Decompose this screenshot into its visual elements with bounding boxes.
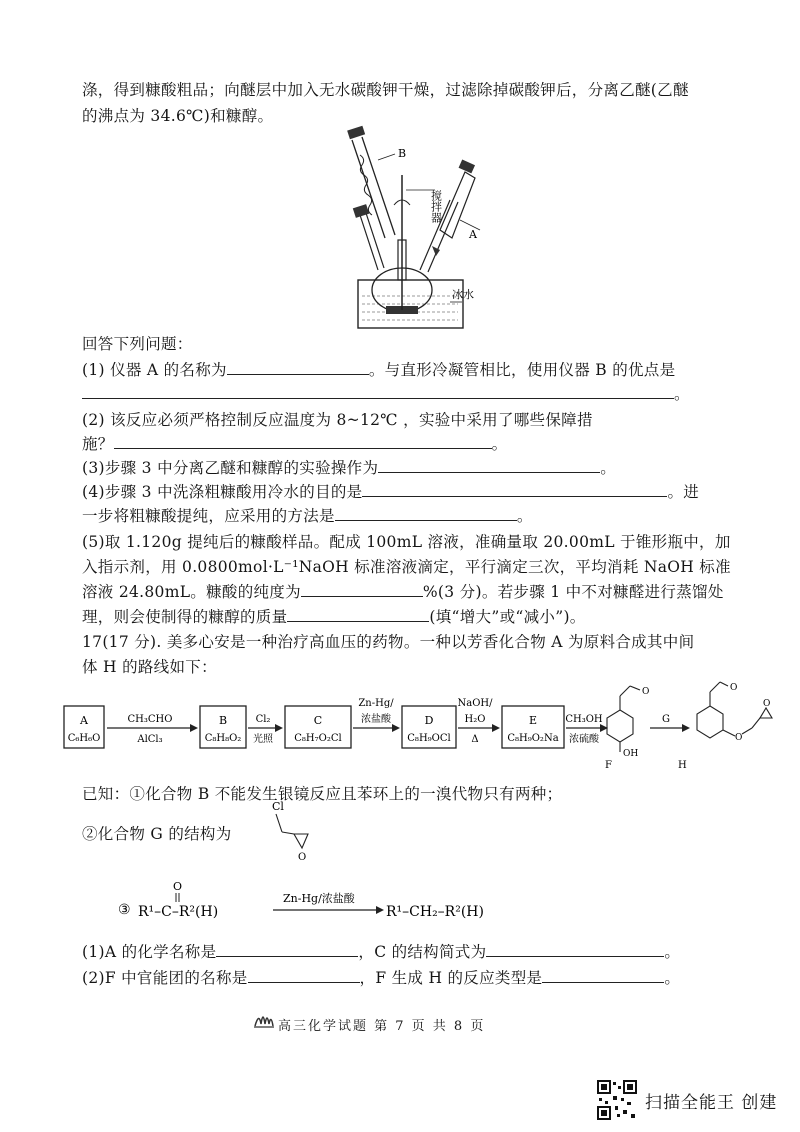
known-fact-2: ②化合物 G 的结构为 bbox=[82, 825, 232, 843]
known-3-reagent: Zn-Hg/浓盐酸 bbox=[283, 892, 355, 905]
answer-blank[interactable] bbox=[378, 456, 600, 473]
q16-3-end: 。 bbox=[600, 459, 617, 477]
arrow5-reagent-bottom: 浓硫酸 bbox=[569, 734, 599, 745]
arrow2-reagent-top: Cl₂ bbox=[255, 714, 271, 725]
compound-h-label: H bbox=[678, 760, 687, 771]
box-c-label: C bbox=[313, 714, 323, 727]
answer-blank[interactable] bbox=[227, 358, 369, 375]
compound-h-methoxy-o: O bbox=[730, 683, 738, 693]
q16-1-end: 。 bbox=[674, 385, 690, 403]
q16-4-text-b: 。进 bbox=[667, 483, 700, 501]
school-logo-icon bbox=[253, 1008, 275, 1030]
q17-2-end: 。 bbox=[664, 969, 681, 987]
q16-1-line1 bbox=[82, 358, 675, 382]
reaction-apparatus-diagram bbox=[340, 120, 485, 335]
q17-intro-line1: 17(17 分). 美多心安是一种治疗高血压的药物。一种以芳香化合物 A 为原料合成其中间 bbox=[82, 633, 695, 651]
box-d-label: D bbox=[424, 714, 434, 727]
intro-line-1: 涤，得到糠酸粗品；向醚层中加入无水碳酸钾干燥，过滤除掉碳酸钾后，分离乙醚(乙醚 bbox=[82, 81, 689, 99]
q16-5-line1: (5)取 1.120g 提纯后的糠酸样品。配成 100mL 溶液，准确量取 20.00mL 于锥形瓶中，加 bbox=[82, 533, 731, 551]
intro-line-2: 的沸点为 34.6℃)和糠醇。 bbox=[82, 107, 274, 125]
arrow4-reagent-bottom: Δ bbox=[471, 734, 479, 745]
box-d-formula: C₈H₉OCl bbox=[407, 733, 451, 744]
page-footer: 高三化学试题 第 7 页 共 8 页 bbox=[278, 1019, 486, 1034]
q16-5-text-c: 溶液 24.80mL。糠酸的纯度为 bbox=[82, 583, 301, 601]
q17-2-line bbox=[82, 966, 680, 990]
compound-h-ether-o: O bbox=[735, 733, 743, 743]
compound-f-methoxy-o: O bbox=[642, 687, 650, 697]
label-stirrer: 搅拌器 bbox=[429, 190, 443, 223]
q17-intro-line2: 体 H 的路线如下： bbox=[82, 658, 217, 676]
known-fact-1: 已知：①化合物 B 不能发生银镜反应且苯环上的一溴代物只有两种； bbox=[82, 785, 563, 803]
q16-1-text-a: (1) 仪器 A 的名称为 bbox=[82, 361, 227, 379]
box-e-label: E bbox=[528, 714, 538, 727]
answer-prompt: 回答下列问题： bbox=[82, 335, 193, 353]
q16-1-line2 bbox=[82, 382, 690, 406]
arrow5-reagent-top: CH₃OH bbox=[565, 714, 603, 725]
q16-4-line1 bbox=[82, 480, 699, 504]
label-a: A bbox=[469, 228, 477, 241]
arrow1-reagent-bottom: AlCl₃ bbox=[137, 734, 163, 745]
arrow2-reagent-bottom: 光照 bbox=[253, 734, 273, 745]
arrow4-reagent-top2: H₂O bbox=[464, 714, 486, 725]
q17-2-text-a: (2)F 中官能团的名称是 bbox=[82, 969, 248, 987]
arrow3-reagent-top2: 浓盐酸 bbox=[361, 714, 391, 725]
scanner-watermark: 扫描全能王 创建 bbox=[645, 1093, 778, 1113]
compound-g-cl: Cl bbox=[272, 800, 284, 813]
label-ice: 冰水 bbox=[452, 288, 474, 301]
answer-blank[interactable] bbox=[486, 940, 664, 957]
compound-g-o: O bbox=[298, 852, 307, 863]
known-3-number: ③ bbox=[118, 902, 131, 918]
q16-4-end: 。 bbox=[516, 507, 533, 525]
compound-g-structure bbox=[258, 798, 338, 863]
q17-1-end: 。 bbox=[664, 943, 681, 961]
label-b: B bbox=[398, 147, 407, 160]
box-b-formula: C₈H₈O₂ bbox=[204, 733, 242, 744]
q17-2-text-b: ，F 生成 H 的反应类型是 bbox=[359, 969, 543, 987]
answer-blank[interactable] bbox=[82, 382, 674, 399]
compound-f-label: F bbox=[605, 760, 612, 771]
compound-f-oh: OH bbox=[623, 749, 639, 759]
q16-5-line4 bbox=[82, 605, 586, 629]
q16-5-line3 bbox=[82, 580, 724, 604]
answer-blank[interactable] bbox=[542, 966, 664, 983]
answer-blank[interactable] bbox=[335, 504, 517, 521]
arrow1-reagent-top: CH₃CHO bbox=[127, 714, 173, 725]
known-3-carbonyl-o: O bbox=[173, 880, 183, 893]
q16-5-text-d: %(3 分)。若步骤 1 中不对糠醛进行蒸馏处 bbox=[422, 583, 724, 601]
box-b-label: B bbox=[218, 714, 228, 727]
box-c-formula: C₈H₇O₂Cl bbox=[294, 733, 342, 744]
q16-5-text-f: (填“增大”或“减小”)。 bbox=[429, 608, 586, 626]
q16-3-text: (3)步骤 3 中分离乙醚和糠醇的实验操作为 bbox=[82, 459, 379, 477]
box-a-formula: C₆H₆O bbox=[67, 733, 101, 744]
answer-blank[interactable] bbox=[301, 580, 423, 597]
q16-2-end: 。 bbox=[491, 435, 508, 453]
answer-blank[interactable] bbox=[287, 605, 429, 622]
arrow4-reagent-top: NaOH/ bbox=[457, 698, 493, 709]
arrow3-reagent-top: Zn-Hg/ bbox=[358, 698, 394, 709]
box-e-formula: C₈H₉O₂Na bbox=[507, 733, 559, 744]
known-reaction-3 bbox=[118, 880, 498, 930]
qr-code-icon bbox=[597, 1080, 637, 1120]
answer-blank[interactable] bbox=[114, 432, 492, 449]
arrow6-reagent-top: G bbox=[662, 714, 670, 725]
known-3-reactant: R¹–C–R²(H) bbox=[138, 904, 219, 920]
compound-f-structure bbox=[607, 686, 640, 752]
q17-1-line bbox=[82, 940, 680, 964]
q16-4-text-c: 一步将粗糠酸提纯，应采用的方法是 bbox=[82, 507, 335, 525]
q16-3-line bbox=[82, 456, 616, 480]
q16-2-line2 bbox=[82, 432, 507, 456]
q16-4-line2 bbox=[82, 504, 533, 528]
q16-2-line1: (2) 该反应必须严格控制反应温度为 8~12℃ ，实验中采用了哪些保障措 bbox=[82, 411, 593, 429]
q16-5-line2: 入指示剂，用 0.0800mol·L⁻¹NaOH 标准溶液滴定，平行滴定三次，平均消耗 NaOH 标准 bbox=[82, 558, 731, 576]
answer-blank[interactable] bbox=[216, 940, 358, 957]
q16-2-text-b: 施？ bbox=[82, 435, 114, 453]
answer-blank[interactable] bbox=[248, 966, 360, 983]
q17-1-text-b: ，C 的结构简式为 bbox=[358, 943, 487, 961]
q16-5-text-e: 理，则会使制得的糠醇的质量 bbox=[82, 608, 288, 626]
synthesis-route-scheme bbox=[60, 672, 780, 772]
answer-blank[interactable] bbox=[362, 480, 667, 497]
box-a-label: A bbox=[80, 714, 88, 727]
q17-1-text-a: (1)A 的化学名称是 bbox=[82, 943, 217, 961]
q16-1-text-b: 。与直形冷凝管相比，使用仪器 B 的优点是 bbox=[368, 361, 676, 379]
q16-4-text-a: (4)步骤 3 中洗涤粗糠酸用冷水的目的是 bbox=[82, 483, 363, 501]
compound-h-epoxide-o: O bbox=[763, 699, 771, 709]
known-3-product: R¹–CH₂–R²(H) bbox=[386, 904, 484, 920]
